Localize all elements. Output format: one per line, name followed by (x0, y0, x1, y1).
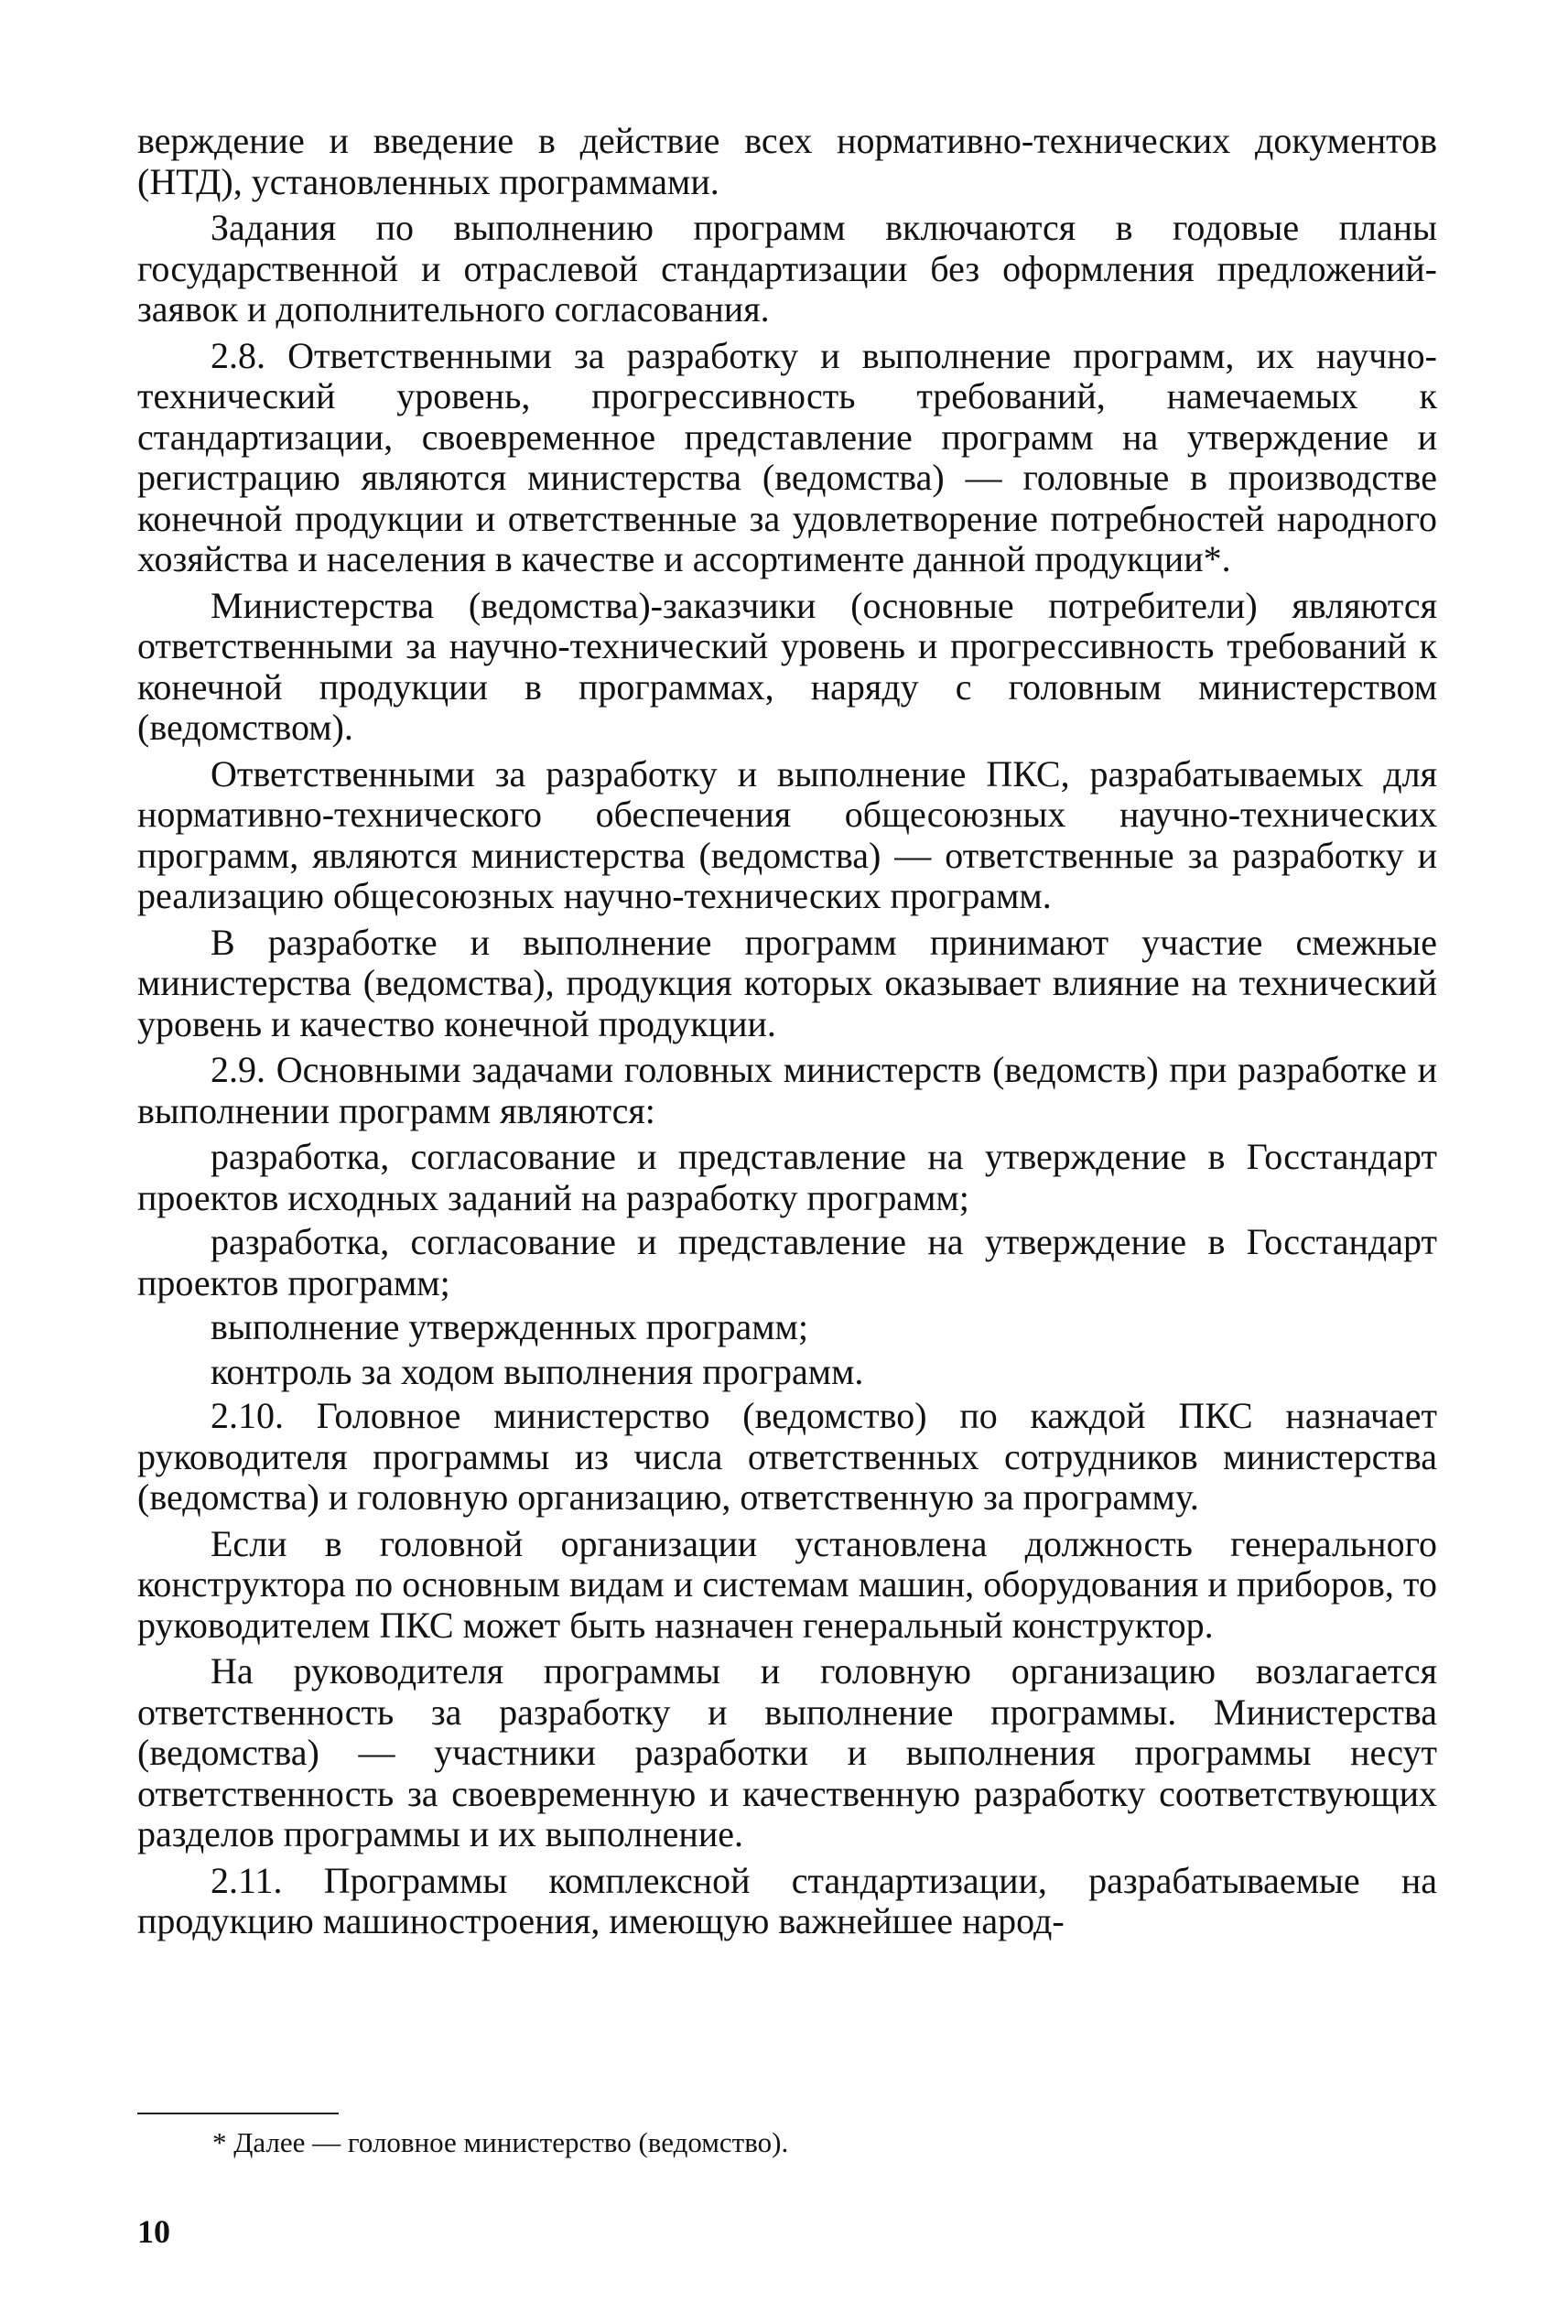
paragraph-section-2-9: 2.9. Основными задачами головных министерств (ведомств) при разработке и выполнении программ являются: (137, 1049, 1437, 1131)
footnote: * Далее — головное министерство (ведомство). (212, 2126, 789, 2158)
list-item: разработка, согласование и представление на утверждение в Госстандарт проектов исходных заданий на разработку программ; (137, 1136, 1437, 1218)
paragraph: Ответственными за разработку и выполнение ПКС, разрабатываемых для нормативно-технического обеспечения общесоюзных научно-технических программ, являются министерства (ведомства) — ответственные за разработку и реализацию общесоюзных научно-технических программ. (137, 752, 1437, 916)
footnote-divider (137, 2113, 339, 2114)
paragraph-section-2-10: 2.10. Головное министерство (ведомство) по каждой ПКС назначает руководителя программы из числа ответственных сотрудников министерства (ведомства) и головную организацию, ответственную за программу. (137, 1395, 1437, 1518)
paragraph-section-2-11: 2.11. Программы комплексной стандартизации, разрабатываемые на продукцию машиностроения, имеющую важнейшее народ- (137, 1859, 1437, 1941)
list-item: выполнение утвержденных программ; (211, 1306, 808, 1347)
paragraph: В разработке и выполнение программ принимают участие смежные министерства (ведомства), продукция которых оказывает влияние на технический уровень и качество конечной продукции. (137, 921, 1437, 1044)
paragraph: верждение и введение в действие всех нормативно-технических документов (НТД), установленных программами. (137, 120, 1437, 202)
page-number: 10 (137, 2213, 170, 2250)
paragraph: Министерства (ведомства)-заказчики (основные потребители) являются ответственными за научно-технический уровень и прогрессивность требований к конечной продукции в программах, наряду с головным министерством (ведомством). (137, 584, 1437, 748)
paragraph-section-2-8: 2.8. Ответственными за разработку и выполнение программ, их научно-технический уровень, прогрессивность требований, намечаемых к стандартизации, своевременное представление программ на утверждение и регистрацию являются министерства (ведомства) — головные в производстве конечной продукции и ответственные за удовлетворение потребностей народного хозяйства и населения в качестве и ассортименте данной продукции*. (137, 334, 1437, 579)
paragraph: Задания по выполнению программ включаются в годовые планы государственной и отраслевой стандартизации без оформления предложений-заявок и дополнительного согласования. (137, 207, 1437, 330)
paragraph: На руководителя программы и головную организацию возлагается ответственность за разработку и выполнение программы. Министерства (ведомства) — участники разработки и выполнения программы несут ответственность за своевременную и качественную разработку соответствующих разделов программы и их выполнение. (137, 1650, 1437, 1854)
paragraph: Если в головной организации установлена должность генерального конструктора по основным видам и системам машин, оборудования и приборов, то руководителем ПКС может быть назначен генеральный конструктор. (137, 1522, 1437, 1646)
list-item: контроль за ходом выполнения программ. (211, 1350, 864, 1392)
page-body (137, 121, 1437, 1948)
list-item: разработка, согласование и представление на утверждение в Госстандарт проектов программ; (137, 1221, 1437, 1303)
